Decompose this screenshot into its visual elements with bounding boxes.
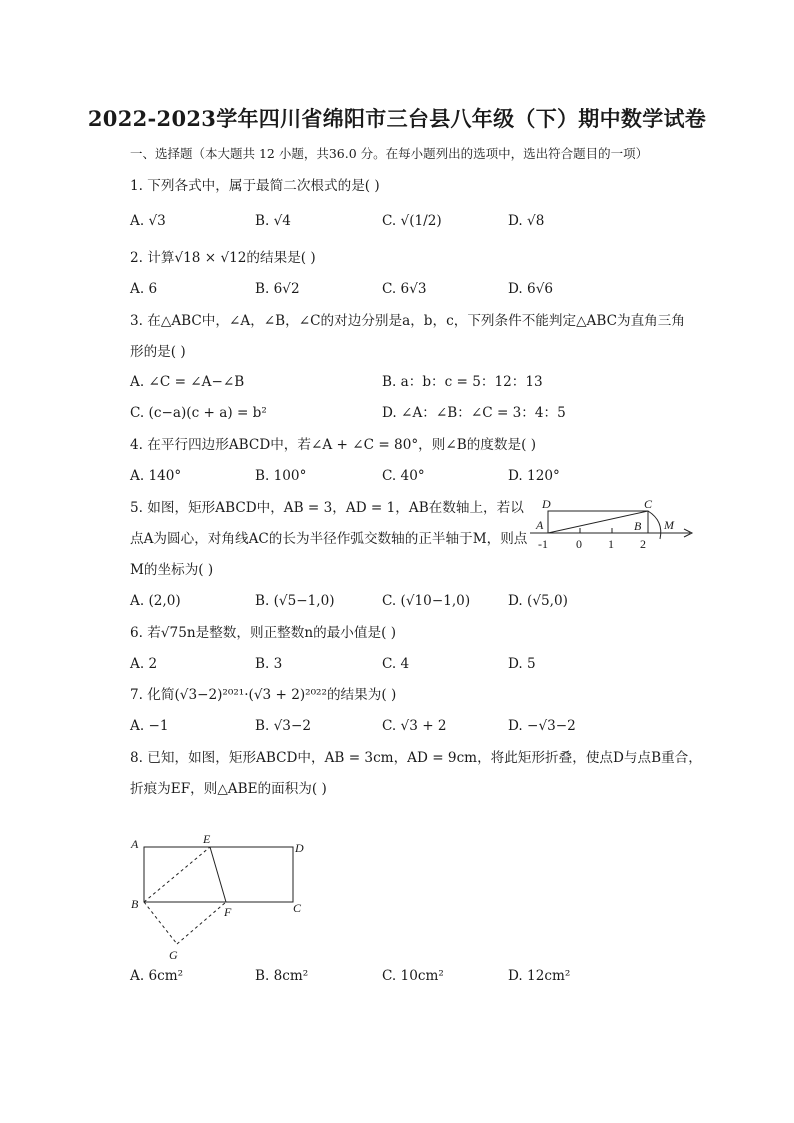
point-label-b: B <box>634 519 642 533</box>
question-1-option-c: C. √(1/2) <box>382 213 442 229</box>
question-3-stem-line-2: 形的是( ) <box>130 344 186 360</box>
question-8-option-c: C. 10cm² <box>382 968 444 984</box>
question-8-option-d: D. 12cm² <box>508 968 571 984</box>
point-label-a: A <box>536 518 544 532</box>
tick-label-neg1: -1 <box>538 537 548 551</box>
question-5-option-d: D. (√5,0) <box>508 593 568 609</box>
point-label-d: D <box>542 497 551 511</box>
question-3-option-b: B. a：b：c = 5：12：13 <box>382 374 543 390</box>
question-5-option-b: B. (√5−1,0) <box>255 593 335 609</box>
question-5-number-line-figure <box>530 495 698 555</box>
question-4-option-c: C. 40° <box>382 468 425 484</box>
question-2-stem: 2. 计算√18 × √12的结果是( ) <box>130 250 316 266</box>
question-6-option-c: C. 4 <box>382 656 410 672</box>
question-5-option-c: C. (√10−1,0) <box>382 593 471 609</box>
question-4-option-a: A. 140° <box>130 468 182 484</box>
point-label-d: D <box>295 841 304 855</box>
question-7-stem: 7. 化简(√3−2)²⁰²¹·(√3 + 2)²⁰²²的结果为( ) <box>130 687 397 703</box>
question-4-option-b: B. 100° <box>255 468 307 484</box>
question-7-option-c: C. √3 + 2 <box>382 718 447 734</box>
question-5-stem-line-1: 5. 如图，矩形ABCD中，AB = 3，AD = 1，AB在数轴上，若以 <box>130 500 524 516</box>
point-label-e: E <box>203 832 211 846</box>
question-6-option-b: B. 3 <box>255 656 283 672</box>
point-label-c: C <box>293 901 302 915</box>
question-8-folding-figure <box>125 828 325 966</box>
question-1-option-b: B. √4 <box>255 213 291 229</box>
question-3-stem-line-1: 3. 在△ABC中，∠A，∠B，∠C的对边分别是a，b，c，下列条件不能判定△ABC为直角三角 <box>130 313 685 329</box>
question-2-option-c: C. 6√3 <box>382 281 427 297</box>
question-3-option-d: D. ∠A：∠B：∠C = 3：4：5 <box>382 405 566 421</box>
question-4-option-d: D. 120° <box>508 468 560 484</box>
question-2-option-b: B. 6√2 <box>255 281 300 297</box>
question-8-stem-line-2: 折痕为EF，则△ABE的面积为( ) <box>130 781 327 797</box>
question-4-stem: 4. 在平行四边形ABCD中，若∠A + ∠C = 80°，则∠B的度数是( ) <box>130 437 537 453</box>
question-7-option-b: B. √3−2 <box>255 718 311 734</box>
question-7-option-d: D. −√3−2 <box>508 718 576 734</box>
point-label-a: A <box>131 837 139 851</box>
question-3-option-a: A. ∠C = ∠A−∠B <box>130 374 245 390</box>
tick-label-2: 2 <box>640 537 646 551</box>
tick-label-0: 0 <box>576 537 582 551</box>
question-2-option-d: D. 6√6 <box>508 281 554 297</box>
point-label-b: B <box>131 897 139 911</box>
page-title: 2022-2023学年四川省绵阳市三台县八年级（下）期中数学试卷 <box>87 106 707 131</box>
question-1-option-d: D. √8 <box>508 213 545 229</box>
point-label-c: C <box>644 497 653 511</box>
question-3-option-c: C. (c−a)(c + a) = b² <box>130 405 267 421</box>
question-7-option-a: A. −1 <box>130 718 169 734</box>
question-1-option-a: A. √3 <box>130 213 166 229</box>
question-6-stem: 6. 若√75n是整数，则正整数n的最小值是( ) <box>130 625 396 641</box>
section-heading: 一、选择题（本大题共 12 小题，共36.0 分。在每小题列出的选项中，选出符合题目的一项） <box>130 146 649 161</box>
question-1-stem: 1. 下列各式中，属于最简二次根式的是( ) <box>130 178 380 194</box>
tick-label-1: 1 <box>608 537 614 551</box>
question-8-option-b: B. 8cm² <box>255 968 309 984</box>
question-8-stem-line-1: 8. 已知，如图，矩形ABCD中，AB = 3cm，AD = 9cm，将此矩形折叠，使点D与点B重合， <box>130 750 702 766</box>
question-6-option-a: A. 2 <box>130 656 158 672</box>
question-2-option-a: A. 6 <box>130 281 158 297</box>
point-label-g: G <box>169 948 178 962</box>
question-5-option-a: A. (2,0) <box>130 593 181 609</box>
point-label-m: M <box>664 518 674 532</box>
question-8-option-a: A. 6cm² <box>130 968 184 984</box>
point-label-f: F <box>224 905 232 919</box>
question-6-option-d: D. 5 <box>508 656 536 672</box>
question-5-stem-line-2: 点A为圆心，对角线AC的长为半径作弧交数轴的正半轴于M，则点 <box>130 531 528 547</box>
question-5-stem-line-3: M的坐标为( ) <box>130 562 214 578</box>
